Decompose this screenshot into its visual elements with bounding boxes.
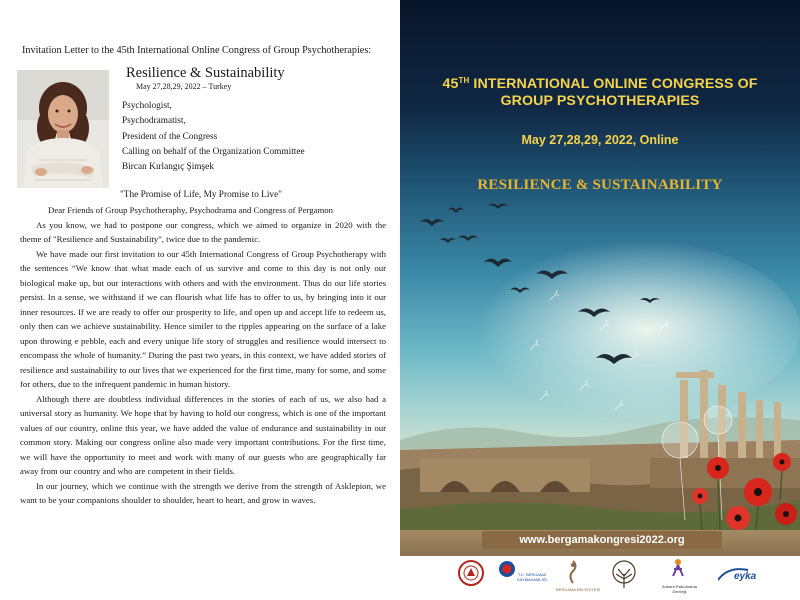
- ankara-psikodrama-logo: [670, 558, 686, 583]
- tree-logo: [611, 560, 637, 595]
- author-roles: [122, 99, 392, 175]
- university-seal-logo: [458, 560, 484, 591]
- congress-title: [400, 72, 800, 110]
- title-line1-text: INTERNATIONAL ONLINE CONGRESS OF: [469, 76, 758, 92]
- website-link[interactable]: www.bergamakongresi2022.org: [482, 531, 722, 549]
- paragraph: Although there are doubtless individual differences in the stories of each of us, we also had a universal story as humanity. We hope that by having to hold our congress, which is one of the important values of our country, online this year, we have added the value of endurance and sustainability in our common story. Making our congress online also made very important contributions. For the first time, we will have the opportunity to meet and work with many of our guests who are geographically far away from our country and who are competent in their fields.: [20, 393, 386, 476]
- paragraph: We have made our first invitation to our 45th International Congress of Group Psychotherapy with the sentences “We know that what made each of us survive and come to this day is not only our biological make up, but our interactions with others and with the environment. Thus do our life stories persist. In a sense, we withstand if we can flourish what life has to offer to us, by bringing into it our inner resources. If we are ready to offer our prosperity to life, and open up and accept life to redeem us, only then can we achieve sustainability. Hence similer to the ripples appearing on the surface of a lake upon throwing e pebble, each and every unique life story of struggles and resilience would intersect to encompass the whole of humanity.” During the past two years, in this context, we have added stories of resilience and sustainability to our lives that we experienced for the first time, many for some, and some for others, due to the infrequent pandemic in human history.: [20, 248, 386, 389]
- letter-quote: "The Promise of Life, My Promise to Live": [120, 190, 282, 200]
- congress-title-line1: [400, 72, 800, 93]
- role-line: Psychologist,: [122, 101, 172, 111]
- congress-title-line2: GROUP PSYCHOTHERAPIES: [500, 93, 700, 109]
- author-name: Bircan Kırlangıç Şimşek: [122, 162, 214, 173]
- eyka-logo: [718, 566, 762, 587]
- letter-theme: Resilience & Sustainability: [126, 65, 285, 81]
- letter-body: [20, 203, 386, 508]
- paragraph: In our journey, which we continue with the strength we derive from the strength of Asklepion, we want to be your companions shoulder to shoulder, heart to heart, and grow in waves.: [20, 480, 386, 505]
- title-ordinal: TH: [458, 76, 470, 85]
- letter-header: [126, 64, 396, 92]
- role-line: Calling on behalf of the Organization Committee: [122, 146, 305, 157]
- svg-text:eyka: eyka: [734, 571, 757, 582]
- salutation: Dear Friends of Group Psychotheraphy, Psychodrama and Congress of Pergamon: [48, 205, 334, 215]
- role-line: Psychodramatist,: [122, 116, 186, 127]
- bergama-belediyesi-logo: [566, 560, 580, 589]
- letter-dates: May 27,28,29, 2022 – Turkey: [136, 82, 232, 91]
- role-line: President of the Congress: [122, 131, 218, 142]
- ankara-psikodrama-caption: Ankara Psikodrama Derneği: [662, 584, 697, 594]
- paragraph: As you know, we had to postpone our congress, which we aimed to organize in 2020 with the theme of "Resilience and Sustainability", twice due to the pandemic.: [20, 219, 386, 244]
- congress-dates: May 27,28,29, 2022, Online: [521, 133, 679, 147]
- president-photo: [17, 70, 109, 188]
- congress-theme: RESILIENCE & SUSTAINABILITY: [477, 177, 723, 193]
- bergama-belediyesi-caption: BERGAMA BELEDİYESİ: [556, 587, 601, 592]
- bergama-kaymakamligi-logo: [498, 560, 516, 583]
- bergama-kaymakamligi-caption: T.C. BERGAMA KAYMAKAMLIĞI: [517, 572, 547, 582]
- invitation-title: Invitation Letter to the 45th International Online Congress of Group Psychotherapies:: [22, 45, 372, 56]
- title-number: 45: [442, 76, 459, 92]
- congress-poster-page: [400, 0, 800, 600]
- sponsor-logos-bar: [400, 556, 800, 600]
